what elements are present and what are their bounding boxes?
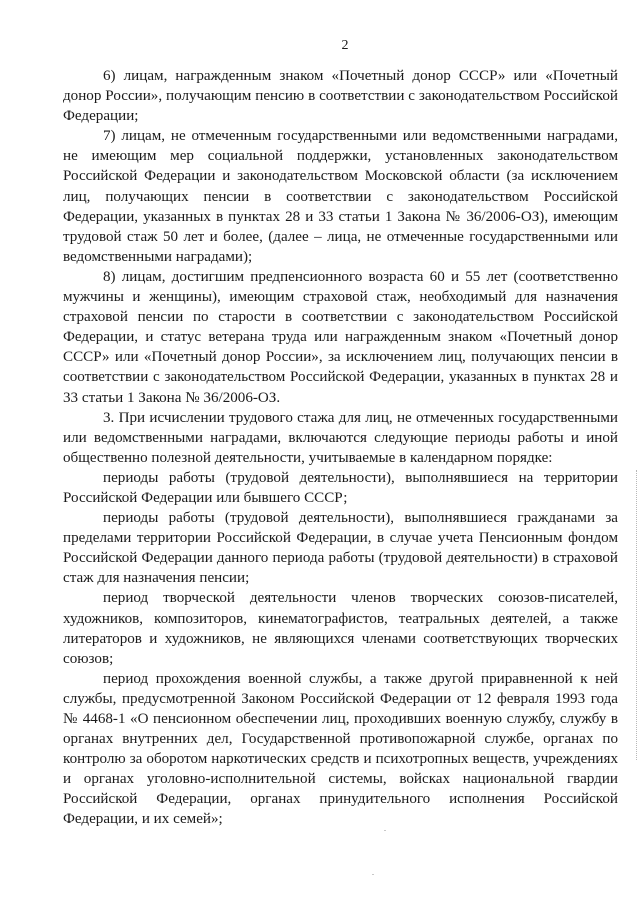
scan-edge-mark [636,470,638,760]
paragraph-creative-activity: период творческой деятельности членов творческих союзов-писателей, художников, композиторов, кинематографистов, театральных деятелей, а также литераторов и художников, не являющихся членами соответствующих творческих союзов; [63,590,618,667]
page-number: 2 [341,38,349,53]
scan-speck [384,830,386,831]
paragraph-military-service: период прохождения военной службы, а также другой приравненной к ней службы, предусмотренной Законом Российской Федерации от 12 февраля 1993 года № 4468-1 «О пенсионном обеспечении лиц, проходивших военную службу, службу в органах внутренних дел, Государственной противопожарной службе, органах по контролю за оборотом наркотических средств и психотропных веществ, учреждениях и органах уголовно-исполнительной системы, войсках национальной гвардии Российской Федерации, органах принудительного исполнения Российской Федерации, и их семей»; [63,670,618,828]
paragraph-item-7: 7) лицам, не отмеченным государственными или ведомственными наградами, не имеющим мер социальной поддержки, установленных законодательством Российской Федерации и законодательством Московской области (за исключением лиц, получающих пенсии в соответствии с законодательством Российской Федерации, указанных в пунктах 28 и 33 статьи 1 Закона № 36/2006-ОЗ), имеющим трудовой стаж 50 лет и более, (далее – лица, не отмеченные государственными или ведомственными наградами); [63,128,618,265]
paragraph-item-8: 8) лицам, достигшим предпенсионного возраста 60 и 55 лет (соответственно мужчины и женщины), имеющим страховой стаж, необходимый для назначения страховой пенсии по старости в соответствии с законодательством Российской Федерации, и статус ветерана труда или награжденным знаком «Почетный донор СССР» или «Почетный донор России», за исключением лиц, получающих пенсии в соответствии с законодательством Российской Федерации, указанных в пунктах 28 и 33 статьи 1 Закона № 36/2006-ОЗ. [63,268,618,406]
paragraph-item-6: 6) лицам, награжденным знаком «Почетный донор СССР» или «Почетный донор России», получающим пенсию в соответствии с законодательством Российской Федерации; [63,68,618,125]
document-body [63,66,618,830]
paragraph-work-periods-domestic: периоды работы (трудовой деятельности), выполнявшиеся на территории Российской Федерации или бывшего СССР; [63,469,618,506]
paragraph-section-3: 3. При исчислении трудового стажа для лиц, не отмеченных государственными или ведомственными наградами, включаются следующие периоды работы и иной общественно полезной деятельности, учитываемые в календарном порядке: [63,409,618,466]
scan-speck [372,874,374,875]
paragraph-work-periods-abroad: периоды работы (трудовой деятельности), выполнявшиеся гражданами за пределами территории Российской Федерации, в случае учета Пенсионным фондом Российской Федерации данного периода работы (трудовой деятельности) в страховой стаж для назначения пенсии; [63,510,618,587]
